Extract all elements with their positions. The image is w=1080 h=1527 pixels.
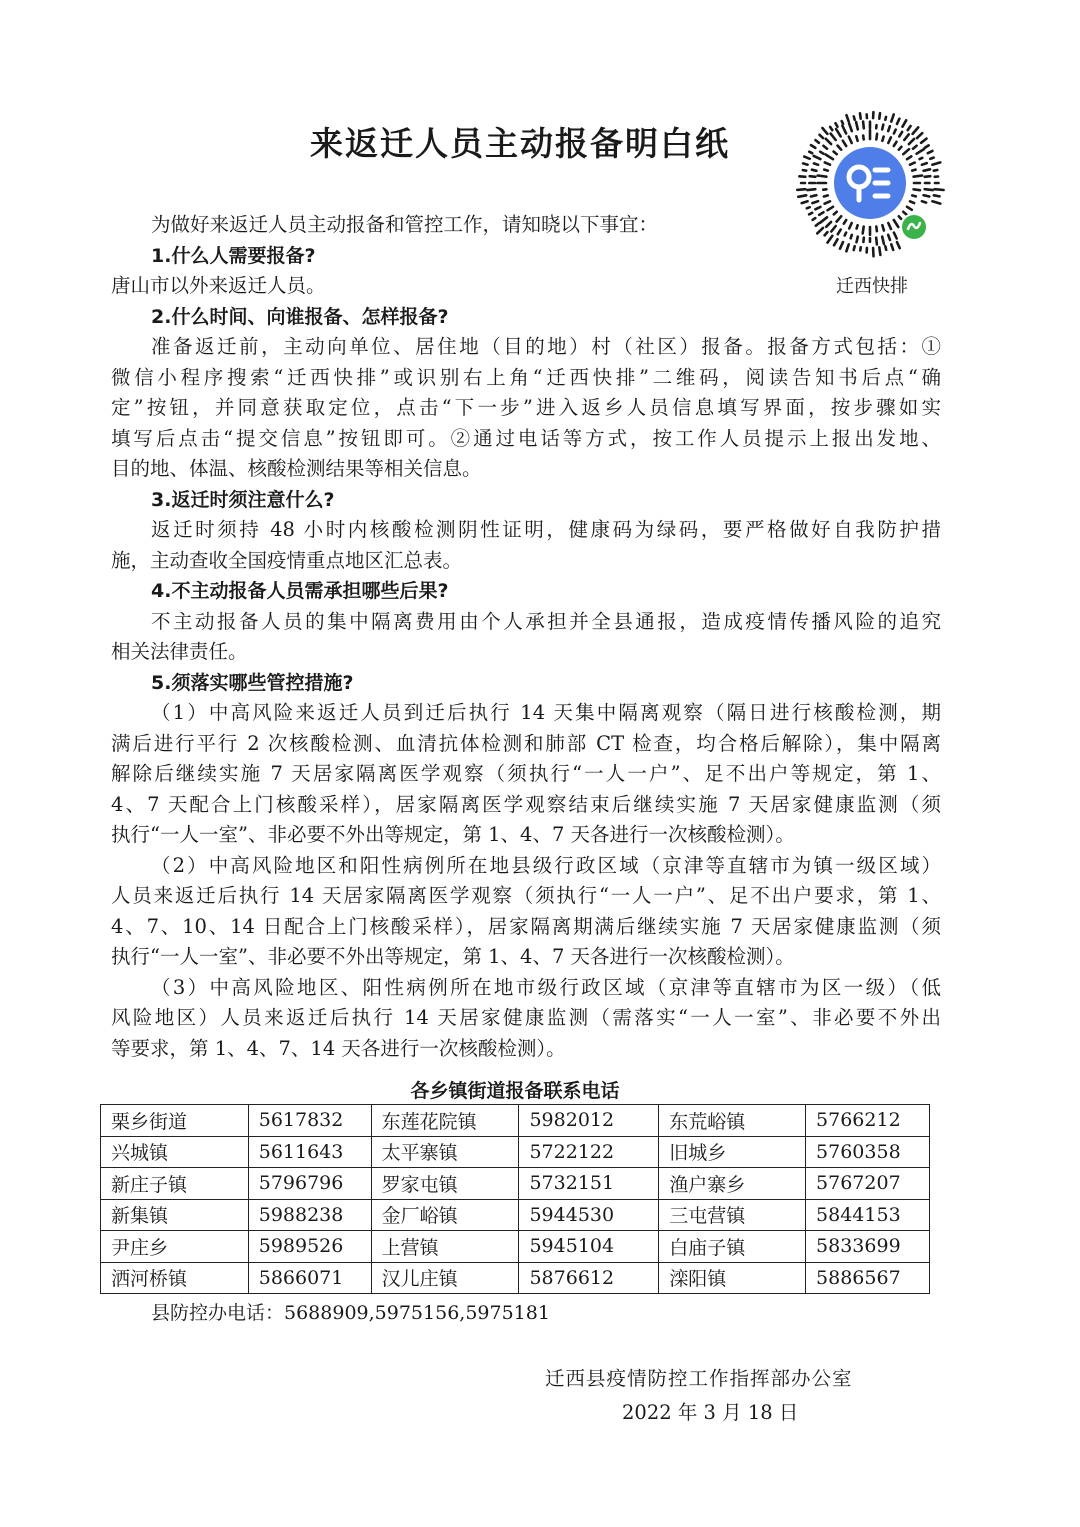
measure-1-text: 解除后继续实施 7 天居家隔离医学观察（须执行“一人一户”、足不出户等规定，第 1、 [111,762,941,785]
town-name: 太平寨镇 [371,1136,519,1168]
qr-code-bar [807,207,810,208]
section-3-text: 施，主动查收全国疫情重点地区汇总表。 [111,548,463,572]
qr-code-bar [826,139,831,144]
town-name: 新集镇 [101,1199,249,1231]
town-name: 旧城乡 [659,1136,806,1168]
town-name: 东莲花院镇 [371,1105,519,1137]
phone-number: 5866071 [248,1262,371,1294]
qr-code-bar [811,145,815,148]
qr-code-bar [897,119,899,124]
section-4-heading: 4.不主动报备人员需承担哪些后果? [151,580,449,602]
qr-code-bar [903,120,907,126]
phone-number: 5989526 [248,1231,371,1263]
qr-code-bar [907,156,911,159]
section-3-text: 返迁时须持 48 小时内核酸检测阴性证明，健康码为绿码，要严格做好自我防护措 [151,518,941,541]
qr-code-bar [913,127,919,133]
qr-code-bar [811,195,817,196]
phone-number: 5944530 [519,1199,659,1231]
qr-code-bar [903,149,909,154]
qr-code-bar [843,141,846,146]
qr-code-bar [809,152,812,154]
phone-number: 5611643 [248,1136,371,1168]
qr-code-bar [882,137,883,141]
qr-code-bar [925,145,929,148]
qr-code-bar [894,130,896,134]
contact-table-title: 各乡镇街道报备联系电话 [410,1080,620,1102]
qr-code-bar [913,146,917,149]
qr-code-bar [894,142,897,146]
qr-code-bar [847,115,849,121]
town-name: 滦阳镇 [659,1262,806,1294]
qr-code-bar [888,126,890,131]
qr-code-bar [797,189,805,190]
phone-number: 5732151 [519,1168,659,1200]
town-name: 兴城镇 [101,1136,249,1168]
phone-number: 5886567 [806,1262,930,1294]
qr-code-bar [876,134,877,140]
qr-code-bar [909,139,914,144]
town-name: 罗家屯镇 [371,1168,519,1200]
town-name: 东荒峪镇 [659,1105,806,1137]
measure-3-text: 风险地区）人员来返迁后执行 14 天居家健康监测（需落实“一人一室”、非必要不外出 [111,1006,941,1029]
table-row [101,1231,930,1263]
qr-code-bar [815,207,820,209]
intro-text: 为做好来返迁人员主动报备和管控工作，请知晓以下事宜： [151,213,659,236]
qr-code-bar [798,195,806,197]
town-name: 白庙子镇 [659,1231,806,1263]
qr-code-bar [812,170,817,171]
town-name: 渔户寨乡 [659,1168,806,1200]
qr-code-bar [856,122,858,129]
section-5-heading: 5.须落实哪些管控措施? [151,671,354,694]
phone-number: 5766212 [806,1105,930,1137]
qr-code-bar [820,135,824,138]
qr-code-bar [912,170,915,171]
qr-code-bar [830,127,832,130]
town-name: 上营镇 [371,1231,519,1263]
qr-code-bar [863,122,864,129]
qr-code-bar [917,149,924,154]
qr-code-bar [879,113,880,119]
measure-2-text: 人员来返迁后执行 14 天居家隔离医学观察（须执行“一人一户”、足不出户要求，第 1、 [111,884,941,907]
qr-code-bar [924,195,930,196]
qr-code-bar [824,195,828,196]
qr-caption: 迁西快排 [836,276,908,297]
qr-code-bar [910,163,915,165]
qr-code-bar [824,170,828,171]
section-1-text: 唐山市以外来返迁人员。 [111,274,326,297]
qr-code-bar [930,158,933,159]
qr-code-bar [914,189,920,190]
qr-code-bar [856,136,857,141]
qr-code-bar [812,201,818,203]
qr-code-bar [849,137,852,143]
qr-code-bar [932,201,940,203]
qr-code-bar [910,201,914,203]
qr-code-bar [914,176,922,177]
town-name: 汉儿庄镇 [371,1262,519,1294]
qr-code-bar [836,129,841,136]
qr-code-bar [932,162,940,164]
measure-1-text: 满后进行平行 2 次核酸检测、血清抗体检测和肺部 CT 检查，均合格后解除），集中隔离 [111,731,941,755]
qr-code-bar [899,147,902,150]
qr-code-bar [891,115,893,122]
phone-number: 5945104 [519,1231,659,1263]
qr-code-bar [935,189,944,190]
measure-2-text: 执行“一人一室”、非必要不外出等规定，第 1、4、7 天各进行一次核酸检测）。 [111,945,795,968]
qr-code-bar [822,128,827,134]
qr-code-bar [934,195,940,196]
qr-code-bar [825,201,830,203]
table-row [101,1105,930,1137]
qr-code-bar [922,201,926,202]
section-1-heading: 1.什么人需要报备? [151,244,316,267]
measure-2-text: （2）中高风险地区和阳性病例所在地县级行政区域（京津等直辖市为镇一级区域） [151,853,941,877]
qr-code-bar [908,126,911,130]
qr-code-bar [836,123,838,126]
section-2-text: 准备返迁前，主动向单位、居住地（目的地）村（社区）报备。报备方式包括：① [151,335,941,358]
qr-code-bar [921,139,926,143]
qr-code-bar [842,121,843,124]
qr-code-bar [849,123,852,131]
section-2-text: 填写后点击“提交信息”按钮即可。②通过电话等方式，按工作人员提示上报出发地、 [111,426,941,450]
qr-code-bar [831,134,836,140]
qr-code-bar [803,170,806,171]
phone-number: 5982012 [519,1105,659,1137]
section-2-heading: 2.什么时间、向谁报备、怎样报备? [151,305,449,328]
qr-code-bar [863,136,864,140]
qr-code-bar [912,195,916,196]
hotline-text: 县防控办电话：5688909,5975156,5975181 [151,1302,550,1324]
qr-code-bar [810,176,816,177]
phone-number: 5760358 [806,1136,930,1168]
qr-code-bar [804,157,810,159]
section-3-heading: 3.返迁时须注意什么? [151,488,335,511]
page-title: 来返迁人员主动报备明白纸 [310,124,730,163]
phone-number: 5876612 [519,1262,659,1294]
town-name: 洒河桥镇 [101,1262,249,1294]
qr-code-bar [820,152,823,154]
town-name: 三屯营镇 [659,1199,806,1231]
qr-code-bar [888,137,891,143]
qr-code-bar [854,116,855,119]
qr-code-bar [924,169,930,171]
qr-code-bar [925,176,931,177]
qr-code-bar [899,132,902,137]
section-2-text: 定”按钮，并同意获取定位，点击“下一步”进入返乡人员信息填写界面，按步骤如实 [111,396,941,419]
town-name: 新庄子镇 [101,1168,249,1200]
qr-code-bar [816,140,819,143]
qr-code-bar [885,117,886,120]
qr-code-bar [814,156,821,159]
qr-code-bar [934,170,938,171]
phone-number: 5988238 [248,1199,371,1231]
qr-code-bar [814,163,818,164]
measure-1-text: 执行“一人一室”、非必要不外出等规定，第 1、4、7 天各进行一次核酸检测）。 [111,823,795,846]
phone-number: 5617832 [248,1105,371,1137]
qr-code-bar [825,162,830,164]
qr-code-bar [823,146,827,149]
section-2-text: 微信小程序搜索“迁西快排”或识别右上角“迁西快排”二维码，阅读告知书后点“确 [111,365,941,389]
qr-code-bar [860,113,861,118]
qr-code-bar [826,155,833,160]
qr-code-bar [925,189,933,190]
phone-number: 5767207 [806,1168,930,1200]
qr-code-bar [928,151,933,153]
town-name: 栗乡街道 [101,1105,249,1137]
issue-date: 2022 年 3 月 18 日 [622,1401,799,1424]
section-4-text: 相关法律责任。 [111,640,248,663]
document-body [111,210,941,1064]
qr-code-bar [818,176,827,177]
town-name: 尹庄乡 [101,1231,249,1263]
qr-code-bar [917,133,922,138]
qr-code-bar [904,134,908,140]
qr-code-bar [807,189,815,190]
phone-number: 5833699 [806,1231,930,1263]
qr-code-bar [834,152,837,155]
qr-code-bar [799,176,805,177]
section-2-text: 目的地、体温、核酸检测结果等相关信息。 [111,457,482,480]
measure-2-text: 4、7、10、14 日配合上门核酸采样），居家隔离期满后继续实施 7 天居家健康监测（须 [111,914,941,938]
qr-code-bar [803,163,808,164]
section-4-text: 不主动报备人员的集中隔离费用由个人承担并全县通报，造成疫情传播风险的追究 [151,609,941,633]
qr-code-bar [838,146,842,150]
table-row [101,1168,930,1200]
phone-number: 5722122 [519,1136,659,1168]
issuing-office: 迁西县疫情防控工作指挥部办公室 [545,1367,853,1390]
qr-code-bar [920,158,923,159]
measure-1-text: （1）中高风险来返迁人员到迁后执行 14 天集中隔离观察（隔日进行核酸检测，期 [151,701,941,724]
qr-code-bar [882,125,883,130]
table-row [101,1136,930,1168]
contact-table [100,1104,930,1294]
phone-number: 5796796 [248,1168,371,1200]
qr-code-bar [802,201,808,203]
phone-number: 5844153 [806,1199,930,1231]
town-name: 金厂峪镇 [371,1199,519,1231]
qr-code-bar [842,126,846,134]
qr-code-bar [922,163,927,165]
measure-1-text: 4、7 天配合上门核酸采样），居家隔离医学观察结束后继续实施 7 天居家健康监测（须 [111,792,941,816]
table-row [101,1262,930,1294]
measure-3-text: 等要求，第 1、4、7、14 天各进行一次核酸检测）。 [111,1036,566,1060]
table-row [101,1199,930,1231]
measure-3-text: （3）中高风险地区、阳性病例所在地市级行政区域（京津等直辖市为区一级）（低 [151,975,941,999]
